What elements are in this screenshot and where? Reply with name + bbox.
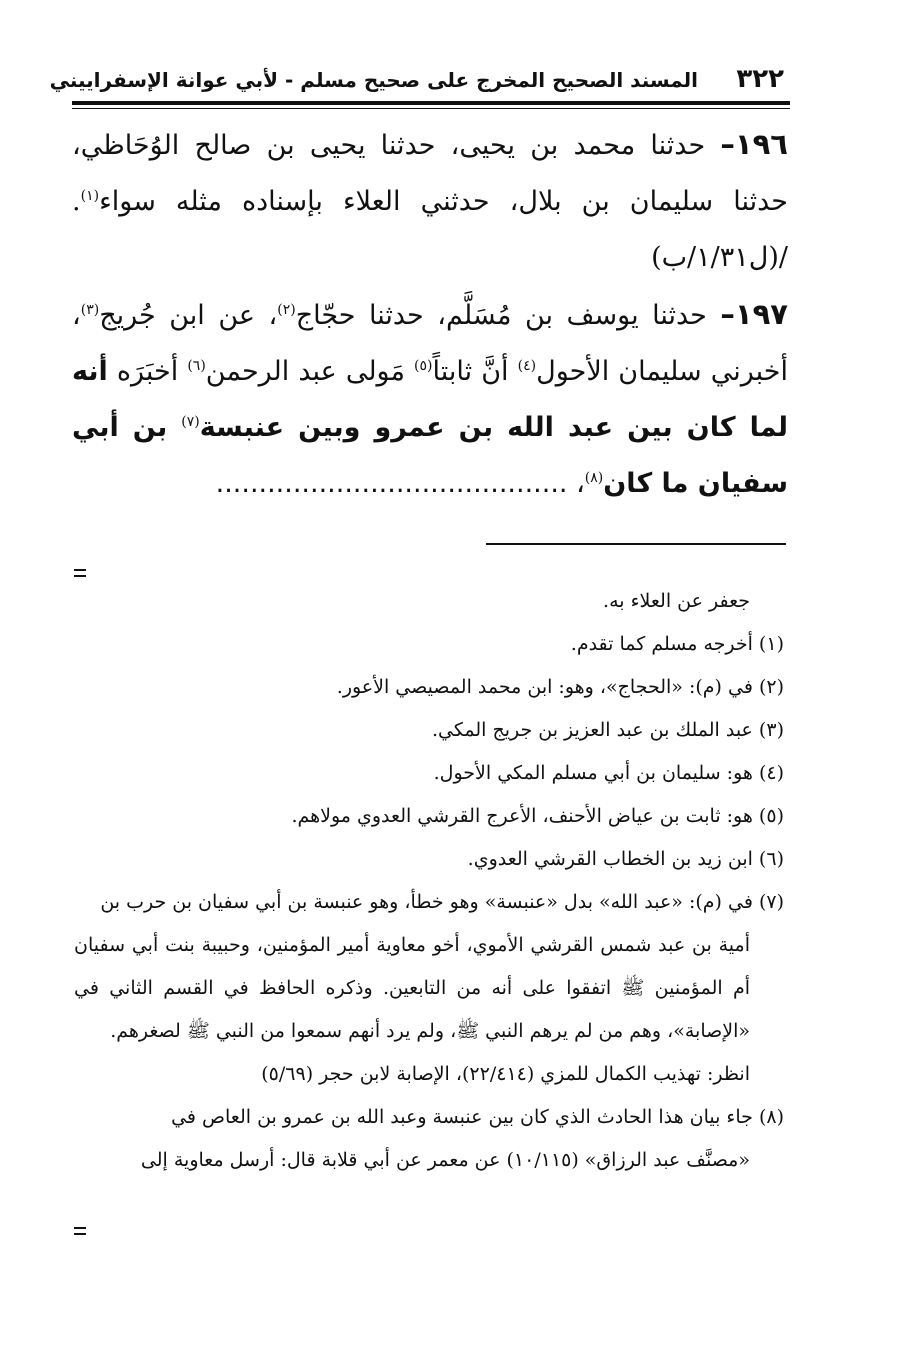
footnote-2: (٢) في (م): «الحجاج»، وهو: ابن محمد المصيصي الأعور. (336, 676, 784, 698)
footnote-ref: (٨) (584, 470, 604, 486)
footnote-5: (٥) هو: ثابت بن عياض الأحنف، الأعرج القرشي العدوي مولاهم. (291, 805, 784, 827)
hadith-196 (72, 116, 788, 286)
hadith-text: حدثنا محمد بن يحيى، حدثنا يحيى بن صالح الوُحَاظي، حدثنا سليمان بن بلال، حدثني العلاء بإسناده مثله سواء (72, 130, 788, 217)
page-header (49, 62, 790, 100)
footnotes (74, 580, 784, 1182)
footnote-7-continued: أمية بن عبد شمس القرشي الأموي، أخو معاوية أمير المؤمنين، وحبيبة بنت أبي سفيان أم المؤمنين ﷺ اتفقوا على أنه من التابعين. وذكره الحافظ في القسم الثاني في «الإصابة»، وهم من لم يرهم النبي ﷺ، ولم يرد أنهم سمعوا من النبي ﷺ لصغرهم. (74, 934, 750, 1042)
footnote-separator (486, 543, 786, 545)
footnote-1: (١) أخرجه مسلم كما تقدم. (570, 633, 784, 655)
running-title: المسند الصحيح المخرج على صحيح مسلم - لأبي عوانة الإسفراييني (49, 68, 698, 92)
footnote-ref: (٦) (187, 358, 206, 374)
footnote-ref: (٣) (80, 302, 100, 318)
footnote-ref: (٤) (517, 358, 537, 374)
hadith-number: ١٩٦– (720, 127, 788, 161)
hadith-text: أنَّ ثابتاً (432, 356, 518, 387)
footnote-ref: (٥) (414, 358, 433, 374)
main-text (72, 116, 788, 512)
header-rule (72, 101, 790, 105)
footnote-ref: (٧) (181, 414, 200, 430)
hadith-text: مَولى عبد الرحمن (205, 356, 415, 387)
footnote-8-continued: «مصنَّف عبد الرزاق» (١٠/١١٥) عن معمر عن أبي قلابة قال: أرسل معاوية إلى (140, 1149, 750, 1171)
hadith-number: ١٩٧– (720, 297, 788, 331)
footnote-6: (٦) ابن زيد بن الخطاب القرشي العدوي. (467, 848, 784, 870)
hadith-text: أخبَرَه (107, 356, 188, 387)
continuation-mark (74, 569, 86, 577)
footnote-8: (٨) جاء بيان هذا الحادث الذي كان بين عنبسة وعبد الله بن عمرو بن العاص في (171, 1106, 784, 1128)
footnote-3: (٣) عبد الملك بن عبد العزيز بن جريج المكي. (431, 719, 784, 741)
hadith-matn-bold: بن أبي سفيان ما كان (72, 412, 788, 499)
footnote-7: (٧) في (م): «عبد الله» بدل «عنبسة» وهو خطأ، وهو عنبسة بن أبي سفيان بن حرب بن (100, 891, 784, 913)
header-rule-thin (72, 108, 790, 109)
hadith-text: ، أخبرني سليمان الأحول (72, 300, 788, 387)
hadith-text: ، (567, 468, 585, 499)
hadith-matn-bold: أنه لما كان بين عبد الله بن عمرو وبين عنبسة (72, 356, 788, 443)
footnote-ref: (٢) (277, 302, 296, 318)
footnote-ref: (١) (80, 188, 100, 204)
footnote-continuation: جعفر عن العلاء به. (603, 590, 750, 612)
footnote-4: (٤) هو: سليمان بن أبي مسلم المكي الأحول. (433, 762, 784, 784)
ellipsis-dots: ......................................... (215, 468, 568, 499)
hadith-text: ، عن ابن جُريج (99, 300, 278, 331)
hadith-197 (72, 286, 788, 512)
hadith-text: حدثنا يوسف بن مُسَلَّم، حدثنا حجّاج (295, 300, 721, 331)
footnote-7-source: انظر: تهذيب الكمال للمزي (٢٢/٤١٤)، الإصابة لابن حجر (٥/٦٩) (261, 1063, 750, 1085)
page-number: ٣٢٢ (736, 64, 784, 94)
manuscript-ref: . /(ل١/٣١/ب) (72, 186, 788, 273)
continuation-mark (74, 1227, 86, 1235)
